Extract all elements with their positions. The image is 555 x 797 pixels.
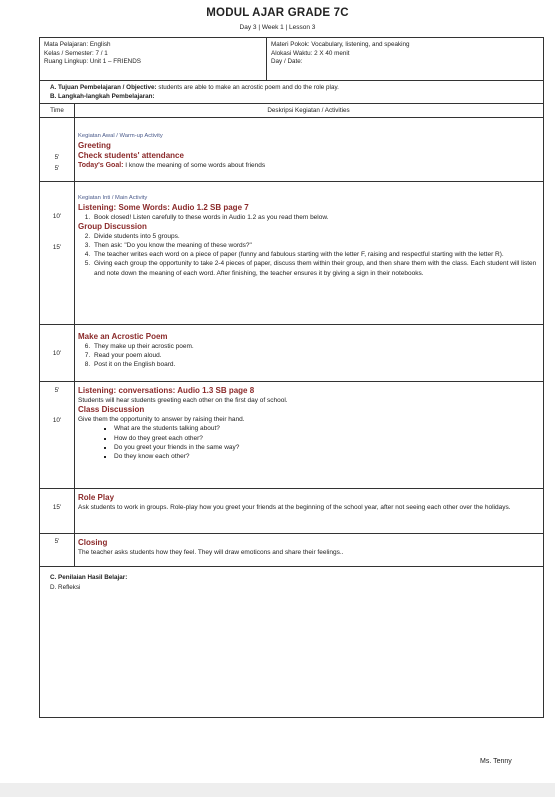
list-item: ▪ Do you greet your friends in the same way?: [114, 443, 539, 452]
meta-left: [44, 41, 141, 67]
list-item: 2. Divide students into 5 groups.: [92, 232, 539, 241]
poem-row: [40, 325, 543, 382]
main-activity-row: [40, 182, 543, 325]
closing-content: [74, 534, 543, 557]
list-item: 5. Giving each group the opportunity to take 2-4 pieces of paper, discuss them within their group, and then share them with the class. Each student will listen and note down the meaning of each word. After finishing, the teacher ensures it by giving a sign in their notebooks.: [92, 259, 539, 277]
list-item: ▪ How do they greet each other?: [114, 434, 539, 443]
list-item: 3. Then ask: "Do you know the meaning of these words?": [92, 241, 539, 250]
meta-scope: Ruang Lingkup: Unit 1 – FRIENDS: [44, 58, 141, 66]
lesson-plan-frame: [39, 37, 544, 718]
objective-label: A. Tujuan Pembelajaran / Objective:: [50, 84, 157, 91]
goal-label: Today's Goal:: [78, 161, 124, 169]
teacher-signature: Ms. Tenny: [480, 758, 512, 765]
meta-date: Day / Date:: [271, 58, 303, 66]
list-item: 1. Book closed! Listen carefully to these words in Audio 1.2 as you read them below.: [92, 213, 539, 222]
listening-row: [40, 382, 543, 489]
listening-time-1: 5': [54, 387, 60, 394]
time-column: [40, 489, 75, 533]
listening-text: Students will hear students greeting each other on the first day of school.: [78, 397, 288, 404]
poem-list: [78, 342, 539, 370]
goal-text: I know the meaning of some words about friends: [123, 161, 266, 169]
roleplay-row: [40, 489, 543, 534]
warmup-time-1: 5': [54, 154, 60, 161]
listening-time-2: 10': [52, 417, 62, 424]
time-header: Time: [50, 107, 64, 114]
listening-content: [74, 382, 543, 461]
reflection-label: D. Refleksi: [50, 583, 81, 591]
roleplay-content: [74, 489, 543, 512]
steps-label: B. Langkah-langkah Pembelajaran:: [50, 93, 155, 100]
objective-text: students are able to make an acrostic poem and do the role play.: [156, 84, 339, 91]
activities-header: Deskripsi Kegiatan / Activities: [267, 107, 350, 114]
main-list-2: [78, 232, 539, 278]
meta-class: Kelas / Semester: 7 / 1: [44, 49, 108, 57]
closing-heading: Closing: [78, 538, 108, 547]
roleplay-time: 15': [52, 504, 62, 511]
main-time-2: 15': [52, 244, 62, 251]
time-column: [40, 382, 75, 488]
class-discussion-text: Give them the opportunity to answer by raising their hand.: [78, 416, 245, 424]
closing-time: 5': [54, 538, 60, 545]
meta-subject: Mata Pelajaran: English: [44, 41, 111, 48]
meta-divider: [266, 38, 267, 80]
warmup-time-2: 5': [54, 165, 60, 172]
warmup-content: [74, 118, 543, 170]
objective-row: [40, 81, 543, 104]
roleplay-text: Ask students to work in groups. Role-play how you greet your friends at the beginning of the school year, after not seeing each other over the holidays.: [78, 504, 511, 511]
list-item: 4. The teacher writes each word on a piece of paper (funny and fabulous starting with the letter F, raising and respectful starting with the letter R).: [92, 250, 539, 259]
roleplay-heading: Role Play: [78, 493, 115, 502]
document-title: MODUL AJAR GRADE 7C: [206, 7, 349, 19]
poem-content: [74, 325, 543, 370]
assessment-sections: [50, 573, 127, 592]
meta-duration: Alokasi Waktu: 2 X 40 menit: [271, 49, 350, 57]
bottom-bar: [0, 783, 555, 797]
main-list-1: [78, 213, 539, 222]
closing-text: The teacher asks students how they feel. They will draw emoticons and share their feelings..: [78, 549, 344, 556]
document-subtitle: Day 3 | Week 1 | Lesson 3: [239, 24, 316, 31]
poem-time: 10': [52, 350, 62, 357]
list-item: ▪ Do they know each other?: [114, 452, 539, 461]
group-discussion-heading: Group Discussion: [78, 221, 147, 231]
warmup-row: [40, 118, 543, 182]
attendance-heading: Check students' attendance: [78, 150, 184, 160]
table-header-row: [40, 104, 543, 118]
list-item: ▪ What are the students talking about?: [114, 424, 539, 433]
class-discussion-heading: Class Discussion: [78, 405, 145, 415]
listening-conversations-heading: Listening: conversations: Audio 1.3 SB page 8: [78, 386, 255, 395]
list-item: 8. Post it on the English board.: [92, 360, 539, 369]
meta-right: [271, 41, 410, 67]
acrostic-heading: Make an Acrostic Poem: [78, 332, 168, 341]
warmup-label: Kegiatan Awal / Warm-up Activity: [78, 133, 163, 139]
meta-info-row: [40, 38, 543, 81]
discussion-questions: [78, 424, 539, 461]
greeting-heading: Greeting: [78, 140, 111, 150]
list-item: 7. Read your poem aloud.: [92, 351, 539, 360]
main-time-1: 10': [52, 213, 62, 220]
list-item: 6. They make up their acrostic poem.: [92, 342, 539, 351]
closing-row: [40, 534, 543, 567]
main-label: Kegiatan Inti / Main Activity: [78, 195, 148, 201]
main-content: [74, 182, 543, 278]
meta-material: Materi Pokok: Vocabulary, listening, and speaking: [271, 41, 410, 48]
time-column: [40, 182, 75, 324]
assessment-label: C. Penilaian Hasil Belajar:: [50, 574, 128, 581]
listening-words-heading: Listening: Some Words: Audio 1.2 SB page 7: [78, 202, 249, 212]
